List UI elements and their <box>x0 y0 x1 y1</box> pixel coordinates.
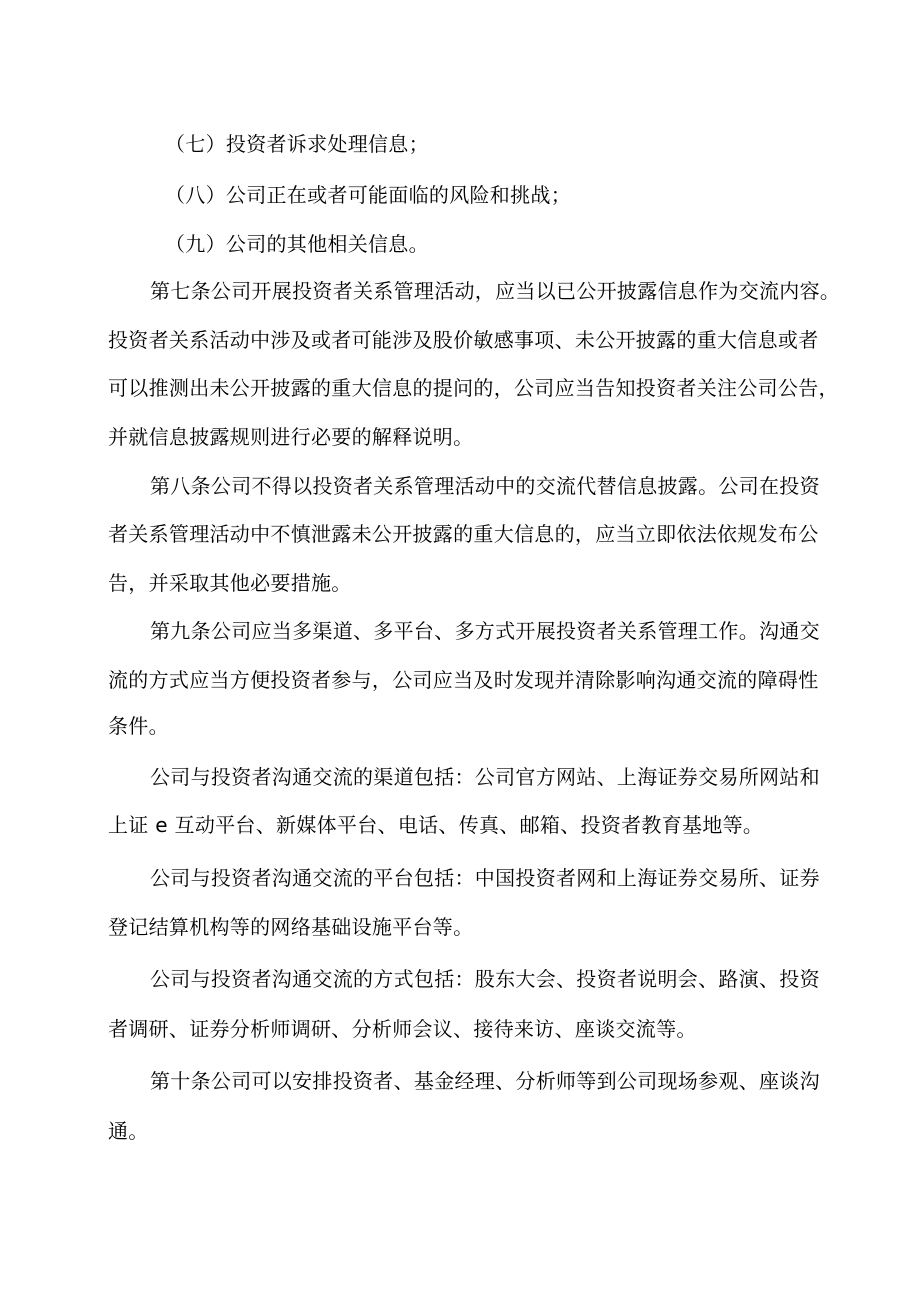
article-7-line-3: 可以推测出未公开披露的重大信息的提问的，公司应当告知投资者关注公司公告， <box>108 376 839 400</box>
article-8-line-1: 第八条公司不得以投资者关系管理活动中的交流代替信息披露。公司在投资 <box>150 474 820 498</box>
article-7-line-2: 投资者关系活动中涉及或者可能涉及股价敏感事项、未公开披露的重大信息或者 <box>108 328 819 352</box>
item-8: （八）公司正在或者可能面临的风险和挑战； <box>165 183 571 207</box>
methods-line-1: 公司与投资者沟通交流的方式包括：股东大会、投资者说明会、路演、投资 <box>150 967 820 991</box>
article-9-line-3: 条件。 <box>108 714 169 738</box>
article-7-line-1: 第七条公司开展投资者关系管理活动，应当以已公开披露信息作为交流内容。 <box>150 279 841 303</box>
article-10-line-1: 第十条公司可以安排投资者、基金经理、分析师等到公司现场参观、座谈沟 <box>150 1069 820 1093</box>
channels-line-2: 上证 e 互动平台、新媒体平台、电话、传真、邮箱、投资者教育基地等。 <box>108 813 764 837</box>
article-8-line-2: 者关系管理活动中不慎泄露未公开披露的重大信息的，应当立即依法依规发布公 <box>108 522 819 546</box>
article-9-line-2: 流的方式应当方便投资者参与，公司应当及时发现并清除影响沟通交流的障碍性 <box>108 668 819 692</box>
article-7-line-4: 并就信息披露规则进行必要的解释说明。 <box>108 425 474 449</box>
item-7: （七）投资者诉求处理信息； <box>165 132 429 156</box>
methods-line-2: 者调研、证券分析师调研、分析师会议、接待来访、座谈交流等。 <box>108 1017 697 1041</box>
item-9: （九）公司的其他相关信息。 <box>165 232 429 256</box>
platforms-line-2: 登记结算机构等的网络基础设施平台等。 <box>108 915 474 939</box>
platforms-line-1: 公司与投资者沟通交流的平台包括：中国投资者网和上海证券交易所、证券 <box>150 866 820 890</box>
article-8-line-3: 告，并采取其他必要措施。 <box>108 571 352 595</box>
article-9-line-1: 第九条公司应当多渠道、多平台、多方式开展投资者关系管理工作。沟通交 <box>150 619 820 643</box>
channels-line-1: 公司与投资者沟通交流的渠道包括：公司官方网站、上海证券交易所网站和 <box>150 765 820 789</box>
article-10-line-2: 通。 <box>108 1119 149 1143</box>
